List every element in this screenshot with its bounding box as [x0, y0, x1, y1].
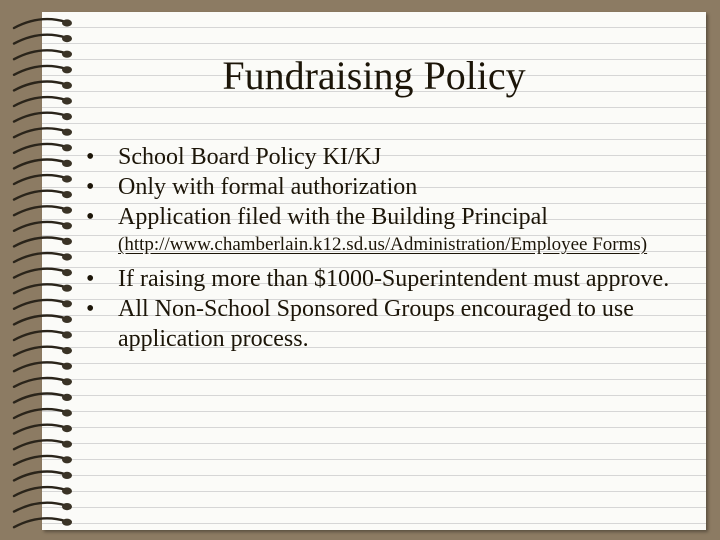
bullet-dot: •	[86, 144, 95, 170]
slide-body	[86, 142, 696, 354]
binding-hole	[62, 441, 72, 448]
spiral-ring	[14, 362, 66, 371]
spiral-ring	[14, 35, 66, 44]
spiral-ring	[14, 409, 66, 418]
binding-hole	[62, 19, 72, 26]
bullet-text: All Non-School Sponsored Groups encouraged to use application process.	[118, 296, 634, 352]
slide-title: Fundraising Policy	[222, 53, 526, 98]
spiral-ring	[14, 440, 66, 449]
bullet-item	[86, 172, 696, 202]
spiral-ring	[14, 300, 66, 309]
spiral-ring	[14, 269, 66, 278]
spiral-ring	[14, 222, 66, 231]
spiral-ring	[14, 471, 66, 480]
binding-hole	[62, 300, 72, 307]
spiral-ring	[14, 331, 66, 340]
bullet-text: School Board Policy KI/KJ	[118, 144, 382, 170]
spiral-ring	[14, 315, 66, 324]
spiral-ring	[14, 175, 66, 184]
binding-hole	[62, 409, 72, 416]
bullet-item	[86, 264, 696, 294]
binding-hole	[62, 144, 72, 151]
spiral-ring	[14, 128, 66, 137]
bullet-item	[86, 202, 696, 232]
bullet-item	[86, 294, 696, 354]
spiral-ring	[14, 518, 66, 527]
spiral-ring	[14, 191, 66, 200]
binding-hole	[62, 394, 72, 401]
spiral-ring	[14, 425, 66, 434]
spiral-ring	[14, 206, 66, 215]
binding-hole	[62, 129, 72, 136]
binding-hole	[62, 378, 72, 385]
binding-hole	[62, 175, 72, 182]
bullet-item	[86, 142, 696, 172]
spiral-ring	[14, 284, 66, 293]
spiral-ring	[14, 19, 66, 28]
binding-hole	[62, 331, 72, 338]
binding-hole	[62, 222, 72, 229]
bullet-dot: •	[86, 266, 95, 292]
binding-hole	[62, 425, 72, 432]
binding-hole	[62, 519, 72, 526]
employee-forms-link[interactable]: (http://www.chamberlain.k12.sd.us/Administration/Employee Forms)	[118, 234, 648, 255]
binding-hole	[62, 191, 72, 198]
binding-hole	[62, 113, 72, 120]
binding-hole	[62, 347, 72, 354]
spiral-ring	[14, 237, 66, 246]
binding-hole	[62, 503, 72, 510]
spiral-ring	[14, 456, 66, 465]
spiral-ring	[14, 159, 66, 168]
binding-hole	[62, 472, 72, 479]
binding-hole	[62, 363, 72, 370]
bullet-dot: •	[86, 174, 95, 200]
binding-hole	[62, 207, 72, 214]
spiral-ring	[14, 393, 66, 402]
bullet-text: Application filed with the Building Principal	[118, 204, 548, 230]
binding-hole	[62, 253, 72, 260]
binding-hole	[62, 238, 72, 245]
spiral-ring	[14, 113, 66, 122]
spiral-ring	[14, 144, 66, 153]
spiral-ring	[14, 503, 66, 512]
binding-hole	[62, 487, 72, 494]
binding-hole	[62, 160, 72, 167]
spiral-ring	[14, 347, 66, 356]
bullet-text: If raising more than $1000-Superintendent must approve.	[118, 266, 670, 292]
binding-hole	[62, 316, 72, 323]
bullet-dot: •	[86, 296, 95, 322]
binding-hole	[62, 285, 72, 292]
binding-hole	[62, 456, 72, 463]
bullet-dot: •	[86, 204, 95, 230]
spiral-ring	[14, 487, 66, 496]
binding-hole	[62, 269, 72, 276]
bullet-text: Only with formal authorization	[118, 174, 418, 200]
spiral-ring	[14, 378, 66, 387]
spiral-ring	[14, 253, 66, 262]
binding-hole	[62, 35, 72, 42]
